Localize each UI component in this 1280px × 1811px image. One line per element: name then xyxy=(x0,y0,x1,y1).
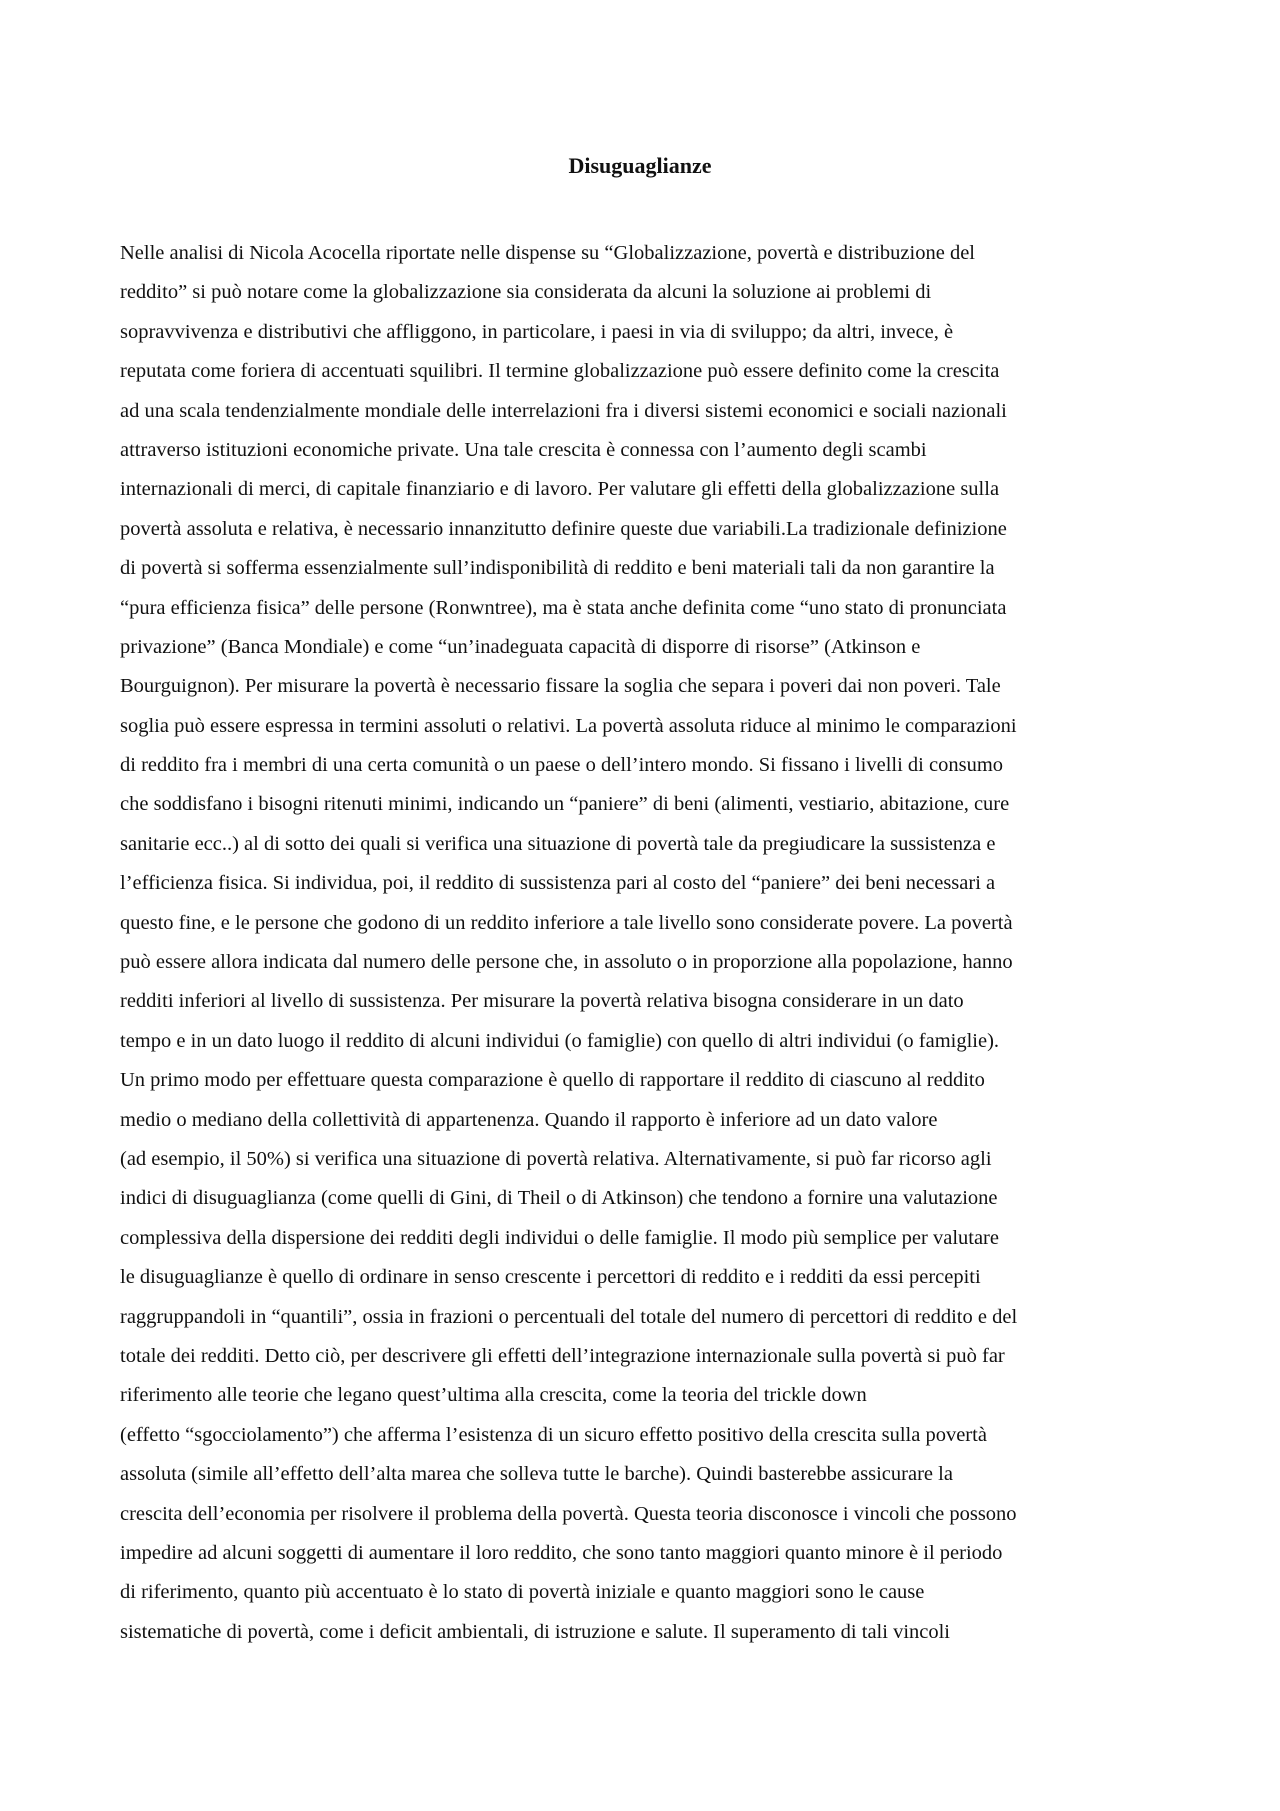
text-line: assoluta (simile all’effetto dell’alta marea che solleva tutte le barche). Quindi basterebbe assicurare la xyxy=(120,1463,953,1486)
text-line: (ad esempio, il 50%) si verifica una situazione di povertà relativa. Alternativamente, si può far ricorso agli xyxy=(120,1147,992,1170)
text-line: medio o mediano della collettività di appartenenza. Quando il rapporto è inferiore ad un dato valore xyxy=(120,1108,938,1131)
text-line: di povertà si sofferma essenzialmente sull’indisponibilità di reddito e beni materiali tali da non garantire la xyxy=(120,557,995,580)
text-line: questo fine, e le persone che godono di un reddito inferiore a tale livello sono considerate povere. La povertà xyxy=(120,911,1013,934)
text-line: sopravvivenza e distributivi che affliggono, in particolare, i paesi in via di sviluppo; da altri, invece, è xyxy=(120,320,954,343)
text-line: (effetto “sgocciolamento”) che afferma l’esistenza di un sicuro effetto positivo della crescita sulla povertà xyxy=(120,1423,987,1446)
text-line: di riferimento, quanto più accentuato è lo stato di povertà iniziale e quanto maggiori sono le cause xyxy=(120,1581,925,1604)
text-line: ad una scala tendenzialmente mondiale delle interrelazioni fra i diversi sistemi economici e sociali nazionali xyxy=(120,399,1007,422)
text-line: complessiva della dispersione dei redditi degli individui o delle famiglie. Il modo più semplice per valutare xyxy=(120,1226,999,1249)
text-line: reddito” si può notare come la globalizzazione sia considerata da alcuni la soluzione ai problemi di xyxy=(120,281,932,304)
text-line: riferimento alle teorie che legano quest’ultima alla crescita, come la teoria del trickle down xyxy=(120,1384,867,1407)
document-title: Disuguaglianze xyxy=(568,153,712,178)
text-line: raggruppandoli in “quantili”, ossia in frazioni o percentuali del totale del numero di percettori di reddito e del xyxy=(120,1305,1018,1328)
text-line: Bourguignon). Per misurare la povertà è necessario fissare la soglia che separa i poveri dai non poveri. Tale xyxy=(120,675,1001,698)
text-line: sanitarie ecc..) al di sotto dei quali si verifica una situazione di povertà tale da pregiudicare la sussistenza e xyxy=(120,832,996,855)
text-line: tempo e in un dato luogo il reddito di alcuni individui (o famiglie) con quello di altri individui (o famiglie). xyxy=(120,1029,1000,1052)
text-line: privazione” (Banca Mondiale) e come “un’inadeguata capacità di disporre di risorse” (Atkinson e xyxy=(120,635,921,658)
text-line: le disuguaglianze è quello di ordinare in senso crescente i percettori di reddito e i redditi da essi percepiti xyxy=(120,1266,981,1289)
text-line: Un primo modo per effettuare questa comparazione è quello di rapportare il reddito di ciascuno al reddito xyxy=(120,1069,985,1092)
text-line: redditi inferiori al livello di sussistenza. Per misurare la povertà relativa bisogna considerare in un dato xyxy=(120,990,964,1013)
text-line: totale dei redditi. Detto ciò, per descrivere gli effetti dell’integrazione internazionale sulla povertà si può far xyxy=(120,1344,1005,1367)
text-line: sistematiche di povertà, come i deficit ambientali, di istruzione e salute. Il superamento di tali vincoli xyxy=(120,1620,950,1643)
text-line: crescita dell’economia per risolvere il problema della povertà. Questa teoria disconosce i vincoli che possono xyxy=(120,1502,1017,1525)
text-line: indici di disuguaglianza (come quelli di Gini, di Theil o di Atkinson) che tendono a fornire una valutazione xyxy=(120,1187,998,1210)
text-line: può essere allora indicata dal numero delle persone che, in assoluto o in proporzione alla popolazione, hanno xyxy=(120,951,1013,974)
text-line: internazionali di merci, di capitale finanziario e di lavoro. Per valutare gli effetti della globalizzazione sulla xyxy=(120,478,1000,501)
text-line: che soddisfano i bisogni ritenuti minimi, indicando un “paniere” di beni (alimenti, vestiario, abitazione, cure xyxy=(120,793,1010,816)
text-line: impedire ad alcuni soggetti di aumentare il loro reddito, che sono tanto maggiori quanto minore è il periodo xyxy=(120,1541,1003,1564)
text-line: soglia può essere espressa in termini assoluti o relativi. La povertà assoluta riduce al minimo le comparazioni xyxy=(120,714,1017,737)
text-line: l’efficienza fisica. Si individua, poi, il reddito di sussistenza pari al costo del “paniere” dei beni necessari a xyxy=(120,872,996,895)
text-line: reputata come foriera di accentuati squilibri. Il termine globalizzazione può essere definito come la crescita xyxy=(120,360,1000,383)
text-line: Nelle analisi di Nicola Acocella riportate nelle dispense su “Globalizzazione, povertà e distribuzione del xyxy=(120,242,975,264)
text-line: attraverso istituzioni economiche private. Una tale crescita è connessa con l’aumento degli scambi xyxy=(120,438,927,461)
document-body xyxy=(120,234,1170,1652)
text-line: di reddito fra i membri di una certa comunità o un paese o dell’intero mondo. Si fissano i livelli di consumo xyxy=(120,754,1004,777)
text-line: “pura efficienza fisica” delle persone (Ronwntree), ma è stata anche definita come “uno stato di pronunciata xyxy=(120,596,1007,619)
text-line: povertà assoluta e relativa, è necessario innanzitutto definire queste due variabili.La tradizionale definizione xyxy=(120,517,1007,540)
